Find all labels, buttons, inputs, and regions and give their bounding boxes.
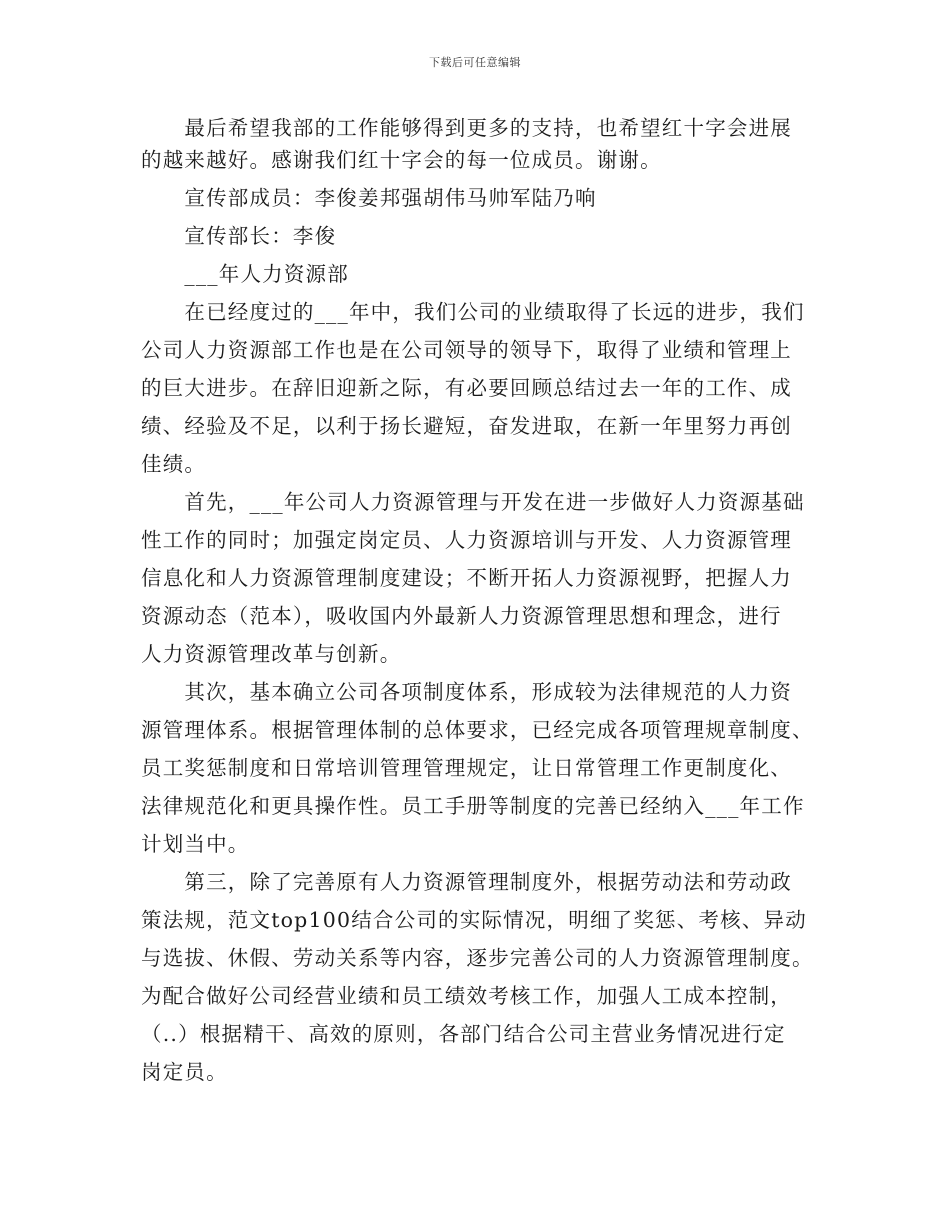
text-line: 与选拔、休假、劳动关系等内容，逐步完善公司的人力资源管理制度。	[141, 946, 814, 970]
text-line: 性工作的同时；加强定岗定员、人力资源培训与开发、人力资源管理	[141, 528, 792, 552]
text-line: 为配合做好公司经营业绩和员工绩效考核工作，加强人工成本控制，	[141, 984, 792, 1008]
page-header: 下载后可任意编辑	[429, 56, 521, 69]
text-line: 信息化和人力资源管理制度建设；不断开拓人力资源视野，把握人力	[141, 566, 792, 590]
text-line: 绩、经验及不足，以利于扬长避短，奋发进取，在新一年里努力再创	[141, 414, 792, 438]
text-line: 策法规，范文top100结合公司的实际情况，明细了奖惩、考核、异动	[141, 908, 807, 932]
text-line: 岗定员。	[141, 1060, 228, 1084]
text-line: 源管理体系。根据管理体制的总体要求，已经完成各项管理规章制度、	[141, 718, 814, 742]
text-line: 第三，除了完善原有人力资源管理制度外，根据劳动法和劳动政	[141, 870, 792, 894]
document-body	[141, 112, 813, 1088]
text-line: 宣传部长：李俊	[141, 224, 337, 248]
text-line: 佳绩。	[141, 452, 207, 476]
section-heading: ___年人力资源部	[141, 262, 349, 286]
text-line: 人力资源管理改革与创新。	[141, 642, 402, 666]
text-line: 的巨大进步。在辞旧迎新之际，有必要回顾总结过去一年的工作、成	[141, 376, 792, 400]
text-line: 员工奖惩制度和日常培训管理管理规定，让日常管理工作更制度化、	[141, 756, 792, 780]
text-line: 法律规范化和更具操作性。员工手册等制度的完善已经纳入___年工作	[141, 794, 805, 818]
text-line: （..）根据精干、高效的原则，各部门结合公司主营业务情况进行定	[141, 1022, 786, 1046]
text-line: 计划当中。	[141, 832, 250, 856]
text-line: 宣传部成员：李俊姜邦强胡伟马帅军陆乃响	[141, 186, 597, 210]
text-line: 的越来越好。感谢我们红十字会的每一位成员。谢谢。	[141, 148, 662, 172]
text-line: 资源动态（范本），吸收国内外最新人力资源管理思想和理念，进行	[141, 604, 782, 628]
text-line: 其次，基本确立公司各项制度体系，形成较为法律规范的人力资	[141, 680, 792, 704]
text-line: 公司人力资源部工作也是在公司领导的领导下，取得了业绩和管理上	[141, 338, 792, 362]
text-line: 最后希望我部的工作能够得到更多的支持，也希望红十字会进展	[141, 116, 792, 140]
text-line: 在已经度过的___年中，我们公司的业绩取得了长远的进步，我们	[141, 300, 805, 324]
text-line: 首先，___年公司人力资源管理与开发在进一步做好人力资源基础	[141, 490, 805, 514]
